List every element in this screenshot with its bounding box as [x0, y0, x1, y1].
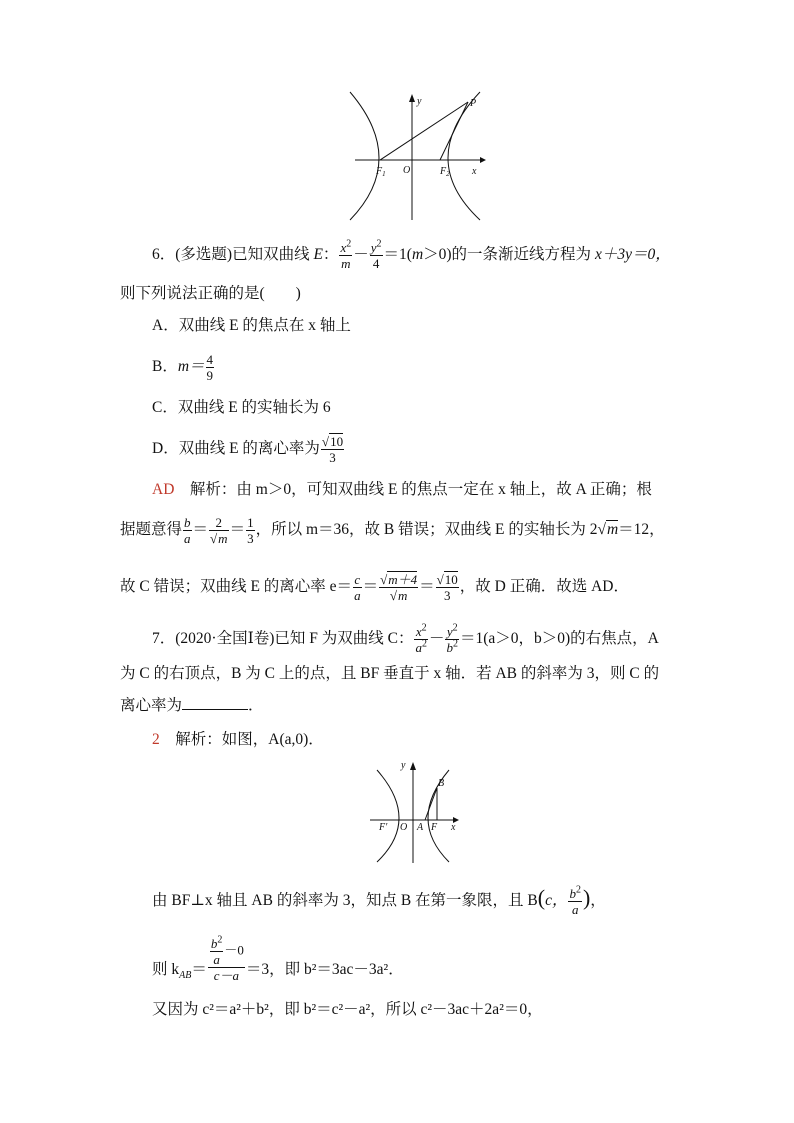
- q7-line1: 7．(2020·全国Ⅰ卷)已知 F 为双曲线 C： $\frac{x^2}{a^2}$ － $\frac{y^2}{b^2}$ ＝1(a＞0，b＞0)的右焦点，A: [152, 622, 659, 655]
- q6-stem-line1: 6．(多选题)已知双曲线 E： $\frac{x^2}{m}$ － $\frac{y^2}{4}$ ＝1(m＞0)的一条渐近线方程为 x＋3y＝0，: [152, 238, 671, 271]
- label-fprime: F′: [379, 822, 388, 833]
- label-f1: $F_1$: [376, 166, 386, 178]
- a7-answer: 2: [152, 731, 160, 748]
- a6-line3: 故 C 错误；双曲线 E 的离心率 e＝ $\frac{c}{a}$ ＝ $\frac{√m+4}{√m}$ ＝ $\frac{√10}{3}$ ，故 D 正确．故选 AD．: [120, 572, 629, 603]
- frac-y2-4: $\frac{y^2}{4}$: [370, 238, 382, 271]
- q6-stem-line2: 则下列说法正确的是( ): [120, 285, 301, 302]
- label-y: y: [417, 96, 422, 107]
- a7-line3: 则 $k_{AB}=$ $\frac{b^2}{a}$ －0 c－a ＝3，即 b²＝3ac－3a²．: [152, 934, 404, 983]
- label-a: A: [417, 822, 424, 833]
- label-x: x: [451, 822, 456, 833]
- a6-line1: AD 解析：由 m＞0，可知双曲线 E 的焦点一定在 x 轴上，故 A 正确；根: [152, 481, 652, 498]
- x-axis-arrow: [480, 157, 486, 163]
- label-y: y: [401, 760, 406, 771]
- q7-line2: 为 C 的右顶点，B 为 C 上的点，且 BF 垂直于 x 轴．若 AB 的斜率为 3，则 C 的: [120, 665, 660, 682]
- label-o: O: [400, 822, 408, 833]
- a7-line1: 2 解析：如图，A(a,0)．: [152, 731, 324, 748]
- frac-x2-m: $\frac{x^2}{m}$: [340, 238, 352, 271]
- a6-answer: AD: [152, 481, 175, 498]
- q6-option-b: B．m＝ $\frac{4}{9}$: [152, 352, 214, 383]
- label-b: B: [438, 778, 445, 789]
- a6-line2: 据题意得 $\frac{b}{a}$ ＝ $\frac{2}{√m}$ ＝ $\frac{1}{3}$ ，所以 m＝36，故 B 错误；双曲线 E 的实轴长为 2√m＝12，: [120, 515, 665, 546]
- a7-line2: 由 BF⊥x 轴且 AB 的斜率为 3，知点 B 在第一象限，且 B(c， $\frac{b^2}{a}$ )，: [152, 884, 606, 917]
- y-axis-arrow: [409, 94, 415, 102]
- q6-option-a: A．双曲线 E 的焦点在 x 轴上: [152, 317, 351, 334]
- label-f2: $F_2$: [440, 166, 450, 178]
- label-p: P: [470, 98, 477, 109]
- label-o: O: [403, 165, 411, 176]
- a7-line4: 又因为 c²＝a²＋b²，即 b²＝c²－a²，所以 c²－3ac＋2a²＝0，: [152, 1001, 543, 1018]
- left-branch: [377, 770, 399, 862]
- q6-option-c: C．双曲线 E 的实轴长为 6: [152, 399, 331, 416]
- answer-blank: [182, 697, 248, 710]
- label-x: x: [472, 166, 477, 177]
- figure-hyperbola-2: [365, 758, 465, 866]
- label-f: F: [431, 822, 438, 833]
- left-branch: [350, 92, 379, 220]
- figure-hyperbola-1: [340, 90, 490, 225]
- q7-line3: 离心率为 ．: [120, 697, 264, 714]
- segment-ab: [425, 788, 437, 820]
- segment-pf1: [380, 102, 468, 160]
- y-axis-arrow: [410, 762, 416, 770]
- q6-option-d: D．双曲线 E 的离心率为 $\frac{√10}{3}$: [152, 434, 344, 465]
